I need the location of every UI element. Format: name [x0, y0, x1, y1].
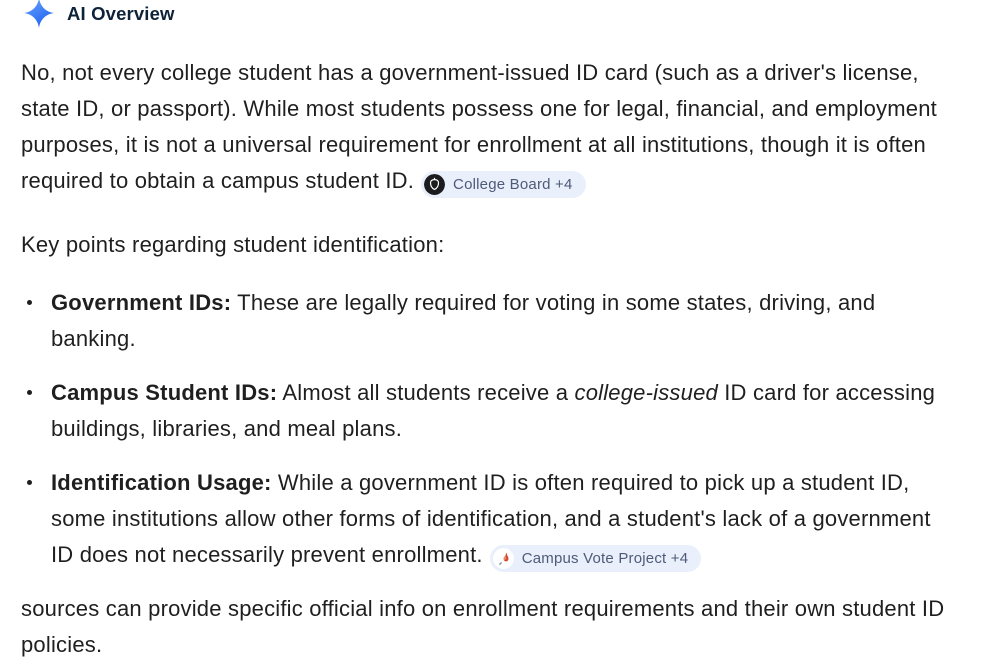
bullet-bold-label: Identification Usage:	[51, 470, 272, 495]
bullet-text: These are legally required for voting in some states, driving, and banking.	[51, 290, 876, 351]
citation-chip-campus-vote-project[interactable]	[490, 545, 702, 572]
page-title: AI Overview	[67, 3, 175, 24]
ai-overview-body	[0, 55, 991, 663]
gemini-sparkle-icon	[24, 0, 54, 28]
bullet-text: Almost all students receive a	[277, 380, 575, 405]
citation-chip-label: Campus Vote Project +4	[521, 550, 689, 567]
key-points-list	[21, 285, 967, 573]
list-item-identification-usage	[21, 465, 957, 573]
bullet-dot	[27, 300, 32, 305]
torch-flame-icon	[493, 548, 514, 569]
list-item-government-ids	[21, 285, 957, 357]
college-board-shield-icon	[424, 174, 445, 195]
list-item-campus-student-ids	[21, 375, 957, 447]
ai-overview-header	[0, 0, 991, 30]
citation-chip-college-board[interactable]	[421, 171, 586, 198]
bullet-bold-label: Government IDs:	[51, 290, 232, 315]
citation-chip-label: College Board +4	[453, 176, 573, 193]
bullet-text: ID card for accessing buildings, libraries, and meal plans.	[51, 380, 936, 441]
bullet-dot	[27, 390, 32, 395]
intro-text: No, not every college student has a government-issued ID card (such as a driver's license, state ID, or passport). While most students possess one for legal, financial, and employment purposes, it is not a universal requirement for enrollment at all institutions, though it is often required to obtain a campus student ID.	[21, 60, 937, 193]
bullet-text: While a government ID is often required to pick up a student ID, some institutions allow other forms of identification, and a student's lack of a government ID does not necessarily prevent enrollment.	[51, 470, 931, 567]
bullet-bold-label: Campus Student IDs:	[51, 380, 278, 405]
key-points-heading: Key points regarding student identification:	[21, 232, 445, 257]
bullet-italic-text: college-issued	[574, 380, 718, 405]
bullet-dot	[27, 480, 32, 485]
intro-paragraph	[21, 55, 967, 199]
clipped-bottom-line: sources can provide specific official info on enrollment requirements and their own student ID policies.	[21, 596, 945, 657]
